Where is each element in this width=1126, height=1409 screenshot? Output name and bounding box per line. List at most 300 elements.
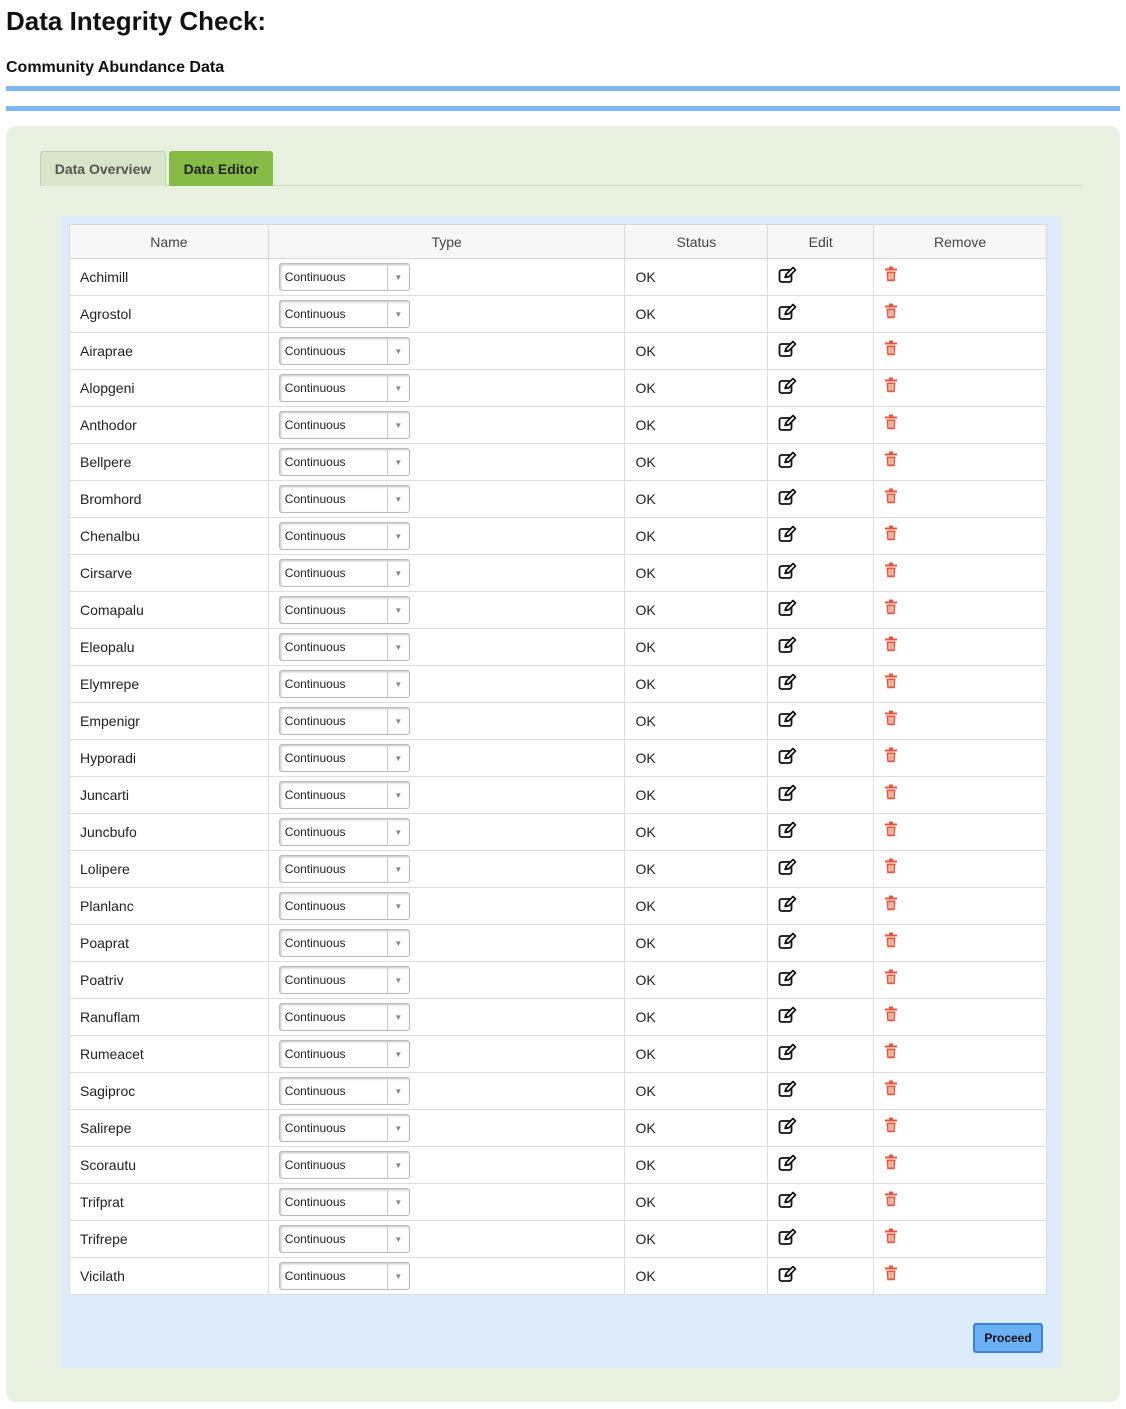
table-row: [70, 1184, 1047, 1221]
row-name: Alopgeni: [70, 370, 269, 407]
chevron-down-icon: ▼: [387, 412, 409, 438]
table-row: [70, 888, 1047, 925]
edit-icon[interactable]: [778, 969, 798, 989]
row-type-cell: [268, 1258, 625, 1295]
row-type-cell: [268, 999, 625, 1036]
trash-icon[interactable]: [884, 1006, 904, 1026]
trash-icon[interactable]: [884, 858, 904, 878]
row-edit-cell: [768, 259, 874, 296]
row-status: OK: [625, 333, 768, 370]
chevron-down-icon: ▼: [387, 819, 409, 845]
row-remove-cell: [874, 925, 1047, 962]
type-select-value: Continuous: [284, 1232, 346, 1246]
row-remove-cell: [874, 481, 1047, 518]
row-type-cell: [268, 888, 625, 925]
type-select[interactable]: [279, 596, 410, 624]
row-status: OK: [625, 888, 768, 925]
type-select-value: Continuous: [284, 788, 346, 802]
row-status: OK: [625, 555, 768, 592]
edit-icon[interactable]: [778, 1154, 798, 1174]
trash-icon[interactable]: [884, 1043, 904, 1063]
edit-icon[interactable]: [778, 895, 798, 915]
edit-icon[interactable]: [778, 525, 798, 545]
row-name: Anthodor: [70, 407, 269, 444]
row-remove-cell: [874, 259, 1047, 296]
divider-bottom: [6, 106, 1120, 111]
row-status: OK: [625, 1147, 768, 1184]
row-edit-cell: [768, 851, 874, 888]
type-select-value: Continuous: [284, 973, 346, 987]
row-status: OK: [625, 777, 768, 814]
row-name: Juncbufo: [70, 814, 269, 851]
type-select[interactable]: [279, 1188, 410, 1216]
row-type-cell: [268, 259, 625, 296]
row-edit-cell: [768, 518, 874, 555]
type-select-value: Continuous: [284, 492, 346, 506]
row-name: Agrostol: [70, 296, 269, 333]
edit-icon[interactable]: [778, 673, 798, 693]
table-row: [70, 370, 1047, 407]
row-edit-cell: [768, 999, 874, 1036]
edit-icon[interactable]: [778, 451, 798, 471]
chevron-down-icon: ▼: [387, 708, 409, 734]
row-edit-cell: [768, 814, 874, 851]
type-select[interactable]: [279, 670, 410, 698]
column-header-type: Type: [268, 225, 625, 259]
row-status: OK: [625, 518, 768, 555]
row-remove-cell: [874, 370, 1047, 407]
row-name: Lolipere: [70, 851, 269, 888]
row-edit-cell: [768, 592, 874, 629]
table-row: [70, 481, 1047, 518]
chevron-down-icon: ▼: [387, 375, 409, 401]
row-type-cell: [268, 962, 625, 999]
row-status: OK: [625, 481, 768, 518]
row-edit-cell: [768, 1036, 874, 1073]
type-select[interactable]: [279, 522, 410, 550]
type-select-value: Continuous: [284, 1269, 346, 1283]
row-status: OK: [625, 925, 768, 962]
row-name: Empenigr: [70, 703, 269, 740]
trash-icon[interactable]: [884, 1191, 904, 1211]
row-edit-cell: [768, 407, 874, 444]
column-header-edit: Edit: [768, 225, 874, 259]
table-row: [70, 962, 1047, 999]
table-row: [70, 1147, 1047, 1184]
row-status: OK: [625, 814, 768, 851]
type-select[interactable]: [279, 559, 410, 587]
table-row: [70, 999, 1047, 1036]
type-select[interactable]: [279, 300, 410, 328]
row-remove-cell: [874, 407, 1047, 444]
row-remove-cell: [874, 1036, 1047, 1073]
row-remove-cell: [874, 851, 1047, 888]
chevron-down-icon: ▼: [387, 1152, 409, 1178]
type-select[interactable]: [279, 1262, 410, 1290]
row-type-cell: [268, 1147, 625, 1184]
trash-icon[interactable]: [884, 340, 904, 360]
table-body: [70, 259, 1047, 1295]
row-type-cell: [268, 333, 625, 370]
editor-content: [61, 216, 1061, 1368]
edit-icon[interactable]: [778, 858, 798, 878]
row-remove-cell: [874, 740, 1047, 777]
type-select[interactable]: [279, 485, 410, 513]
chevron-down-icon: ▼: [387, 486, 409, 512]
type-select[interactable]: [279, 707, 410, 735]
chevron-down-icon: ▼: [387, 856, 409, 882]
row-name: Planlanc: [70, 888, 269, 925]
trash-icon[interactable]: [884, 969, 904, 989]
data-table: [69, 224, 1047, 1295]
row-name: Cirsarve: [70, 555, 269, 592]
trash-icon[interactable]: [884, 488, 904, 508]
row-name: Bellpere: [70, 444, 269, 481]
row-type-cell: [268, 814, 625, 851]
row-status: OK: [625, 740, 768, 777]
trash-icon[interactable]: [884, 525, 904, 545]
trash-icon[interactable]: [884, 821, 904, 841]
edit-icon[interactable]: [778, 562, 798, 582]
type-select[interactable]: [279, 337, 410, 365]
page-subtitle: Community Abundance Data: [6, 59, 225, 76]
row-name: Poaprat: [70, 925, 269, 962]
row-edit-cell: [768, 1110, 874, 1147]
column-header-name: Name: [70, 225, 269, 259]
row-status: OK: [625, 444, 768, 481]
edit-icon[interactable]: [778, 303, 798, 323]
trash-icon[interactable]: [884, 599, 904, 619]
row-remove-cell: [874, 1147, 1047, 1184]
table-row: [70, 444, 1047, 481]
trash-icon[interactable]: [884, 1080, 904, 1100]
edit-icon[interactable]: [778, 1191, 798, 1211]
row-edit-cell: [768, 555, 874, 592]
row-status: OK: [625, 407, 768, 444]
row-name: Airaprae: [70, 333, 269, 370]
edit-icon[interactable]: [778, 488, 798, 508]
row-status: OK: [625, 1184, 768, 1221]
table-row: [70, 407, 1047, 444]
type-select[interactable]: [279, 448, 410, 476]
table-row: [70, 592, 1047, 629]
type-select[interactable]: [279, 411, 410, 439]
edit-icon[interactable]: [778, 710, 798, 730]
table-row: [70, 740, 1047, 777]
row-type-cell: [268, 555, 625, 592]
table-row: [70, 703, 1047, 740]
row-type-cell: [268, 444, 625, 481]
edit-icon[interactable]: [778, 377, 798, 397]
row-name: Trifrepe: [70, 1221, 269, 1258]
type-select-value: Continuous: [284, 899, 346, 913]
type-select[interactable]: [279, 1114, 410, 1142]
chevron-down-icon: ▼: [387, 560, 409, 586]
row-type-cell: [268, 1110, 625, 1147]
row-type-cell: [268, 1073, 625, 1110]
type-select[interactable]: [279, 855, 410, 883]
row-type-cell: [268, 481, 625, 518]
trash-icon[interactable]: [884, 932, 904, 952]
type-select[interactable]: [279, 1151, 410, 1179]
row-remove-cell: [874, 629, 1047, 666]
row-edit-cell: [768, 1073, 874, 1110]
type-select-value: Continuous: [284, 640, 346, 654]
trash-icon[interactable]: [884, 414, 904, 434]
chevron-down-icon: ▼: [387, 301, 409, 327]
chevron-down-icon: ▼: [387, 1263, 409, 1289]
trash-icon[interactable]: [884, 266, 904, 286]
chevron-down-icon: ▼: [387, 264, 409, 290]
row-type-cell: [268, 407, 625, 444]
table-row: [70, 555, 1047, 592]
type-select[interactable]: [279, 263, 410, 291]
table-row: [70, 1036, 1047, 1073]
chevron-down-icon: ▼: [387, 449, 409, 475]
column-header-remove: Remove: [874, 225, 1047, 259]
type-select-value: Continuous: [284, 1121, 346, 1135]
row-type-cell: [268, 925, 625, 962]
row-edit-cell: [768, 666, 874, 703]
table-row: [70, 1258, 1047, 1295]
type-select[interactable]: [279, 633, 410, 661]
type-select[interactable]: [279, 374, 410, 402]
row-type-cell: [268, 592, 625, 629]
trash-icon[interactable]: [884, 1154, 904, 1174]
type-select[interactable]: [279, 1040, 410, 1068]
table-row: [70, 518, 1047, 555]
trash-icon[interactable]: [884, 673, 904, 693]
chevron-down-icon: ▼: [387, 1004, 409, 1030]
edit-icon[interactable]: [778, 1006, 798, 1026]
table-row: [70, 296, 1047, 333]
row-status: OK: [625, 296, 768, 333]
table-row: [70, 629, 1047, 666]
chevron-down-icon: ▼: [387, 523, 409, 549]
row-remove-cell: [874, 962, 1047, 999]
row-status: OK: [625, 370, 768, 407]
table-row: [70, 1221, 1047, 1258]
chevron-down-icon: ▼: [387, 893, 409, 919]
row-remove-cell: [874, 703, 1047, 740]
row-status: OK: [625, 851, 768, 888]
trash-icon[interactable]: [884, 784, 904, 804]
row-name: Chenalbu: [70, 518, 269, 555]
row-edit-cell: [768, 740, 874, 777]
row-status: OK: [625, 1110, 768, 1147]
type-select[interactable]: [279, 929, 410, 957]
row-name: Elymrepe: [70, 666, 269, 703]
type-select-value: Continuous: [284, 714, 346, 728]
chevron-down-icon: ▼: [387, 745, 409, 771]
edit-icon[interactable]: [778, 1080, 798, 1100]
type-select-value: Continuous: [284, 1010, 346, 1024]
row-remove-cell: [874, 518, 1047, 555]
row-status: OK: [625, 259, 768, 296]
table-row: [70, 666, 1047, 703]
table-header-row: [70, 225, 1047, 259]
type-select[interactable]: [279, 744, 410, 772]
main-panel: [6, 126, 1120, 1402]
row-status: OK: [625, 962, 768, 999]
table-row: [70, 851, 1047, 888]
row-edit-cell: [768, 703, 874, 740]
row-edit-cell: [768, 444, 874, 481]
type-select-value: Continuous: [284, 677, 346, 691]
type-select-value: Continuous: [284, 381, 346, 395]
row-status: OK: [625, 629, 768, 666]
row-status: OK: [625, 592, 768, 629]
chevron-down-icon: ▼: [387, 338, 409, 364]
row-name: Vicilath: [70, 1258, 269, 1295]
row-name: Trifprat: [70, 1184, 269, 1221]
row-name: Salirepe: [70, 1110, 269, 1147]
edit-icon[interactable]: [778, 266, 798, 286]
row-status: OK: [625, 703, 768, 740]
row-remove-cell: [874, 333, 1047, 370]
row-remove-cell: [874, 555, 1047, 592]
chevron-down-icon: ▼: [387, 634, 409, 660]
type-select-value: Continuous: [284, 936, 346, 950]
row-remove-cell: [874, 1258, 1047, 1295]
row-edit-cell: [768, 1221, 874, 1258]
trash-icon[interactable]: [884, 1228, 904, 1248]
trash-icon[interactable]: [884, 747, 904, 767]
trash-icon[interactable]: [884, 303, 904, 323]
page-title: Data Integrity Check:: [6, 6, 267, 36]
row-type-cell: [268, 740, 625, 777]
proceed-button[interactable]: Proceed: [973, 1323, 1043, 1353]
trash-icon[interactable]: [884, 377, 904, 397]
table-row: [70, 814, 1047, 851]
row-type-cell: [268, 370, 625, 407]
trash-icon[interactable]: [884, 710, 904, 730]
row-remove-cell: [874, 1221, 1047, 1258]
type-select[interactable]: [279, 892, 410, 920]
chevron-down-icon: ▼: [387, 782, 409, 808]
chevron-down-icon: ▼: [387, 1115, 409, 1141]
table-row: [70, 333, 1047, 370]
row-name: Comapalu: [70, 592, 269, 629]
tab-data-editor[interactable]: Data Editor: [169, 151, 273, 186]
trash-icon[interactable]: [884, 636, 904, 656]
type-select-value: Continuous: [284, 455, 346, 469]
row-remove-cell: [874, 888, 1047, 925]
chevron-down-icon: ▼: [387, 671, 409, 697]
type-select-value: Continuous: [284, 751, 346, 765]
trash-icon[interactable]: [884, 1117, 904, 1137]
row-edit-cell: [768, 370, 874, 407]
edit-icon[interactable]: [778, 784, 798, 804]
trash-icon[interactable]: [884, 451, 904, 471]
row-name: Hyporadi: [70, 740, 269, 777]
row-remove-cell: [874, 999, 1047, 1036]
type-select-value: Continuous: [284, 1158, 346, 1172]
row-remove-cell: [874, 1184, 1047, 1221]
type-select[interactable]: [279, 818, 410, 846]
chevron-down-icon: ▼: [387, 1189, 409, 1215]
type-select-value: Continuous: [284, 862, 346, 876]
row-name: Ranuflam: [70, 999, 269, 1036]
type-select[interactable]: [279, 1225, 410, 1253]
row-name: Scorautu: [70, 1147, 269, 1184]
edit-icon[interactable]: [778, 1043, 798, 1063]
edit-icon[interactable]: [778, 1117, 798, 1137]
row-name: Eleopalu: [70, 629, 269, 666]
row-type-cell: [268, 296, 625, 333]
type-select-value: Continuous: [284, 529, 346, 543]
row-type-cell: [268, 777, 625, 814]
row-type-cell: [268, 703, 625, 740]
row-edit-cell: [768, 481, 874, 518]
row-type-cell: [268, 518, 625, 555]
trash-icon[interactable]: [884, 562, 904, 582]
chevron-down-icon: ▼: [387, 1078, 409, 1104]
row-remove-cell: [874, 444, 1047, 481]
row-edit-cell: [768, 925, 874, 962]
row-edit-cell: [768, 296, 874, 333]
row-type-cell: [268, 851, 625, 888]
type-select[interactable]: [279, 1003, 410, 1031]
table-row: [70, 1110, 1047, 1147]
row-remove-cell: [874, 296, 1047, 333]
edit-icon[interactable]: [778, 599, 798, 619]
row-type-cell: [268, 1221, 625, 1258]
trash-icon[interactable]: [884, 1265, 904, 1285]
row-name: Juncarti: [70, 777, 269, 814]
edit-icon[interactable]: [778, 821, 798, 841]
row-edit-cell: [768, 1147, 874, 1184]
row-edit-cell: [768, 333, 874, 370]
row-name: Sagiproc: [70, 1073, 269, 1110]
row-remove-cell: [874, 814, 1047, 851]
divider-top: [6, 86, 1120, 91]
edit-icon[interactable]: [778, 747, 798, 767]
type-select-value: Continuous: [284, 825, 346, 839]
chevron-down-icon: ▼: [387, 597, 409, 623]
type-select[interactable]: [279, 966, 410, 994]
table-row: [70, 259, 1047, 296]
row-name: Achimill: [70, 259, 269, 296]
chevron-down-icon: ▼: [387, 1226, 409, 1252]
chevron-down-icon: ▼: [387, 1041, 409, 1067]
edit-icon[interactable]: [778, 1228, 798, 1248]
type-select[interactable]: [279, 781, 410, 809]
tab-data-overview[interactable]: Data Overview: [40, 151, 166, 186]
row-status: OK: [625, 1221, 768, 1258]
row-remove-cell: [874, 777, 1047, 814]
row-edit-cell: [768, 1258, 874, 1295]
row-remove-cell: [874, 666, 1047, 703]
row-edit-cell: [768, 888, 874, 925]
table-row: [70, 1073, 1047, 1110]
table-row: [70, 777, 1047, 814]
row-remove-cell: [874, 592, 1047, 629]
edit-icon[interactable]: [778, 932, 798, 952]
trash-icon[interactable]: [884, 895, 904, 915]
type-select-value: Continuous: [284, 603, 346, 617]
row-edit-cell: [768, 1184, 874, 1221]
type-select-value: Continuous: [284, 1047, 346, 1061]
type-select[interactable]: [279, 1077, 410, 1105]
edit-icon[interactable]: [778, 1265, 798, 1285]
edit-icon[interactable]: [778, 414, 798, 434]
row-remove-cell: [874, 1110, 1047, 1147]
row-name: Bromhord: [70, 481, 269, 518]
row-edit-cell: [768, 962, 874, 999]
edit-icon[interactable]: [778, 636, 798, 656]
edit-icon[interactable]: [778, 340, 798, 360]
